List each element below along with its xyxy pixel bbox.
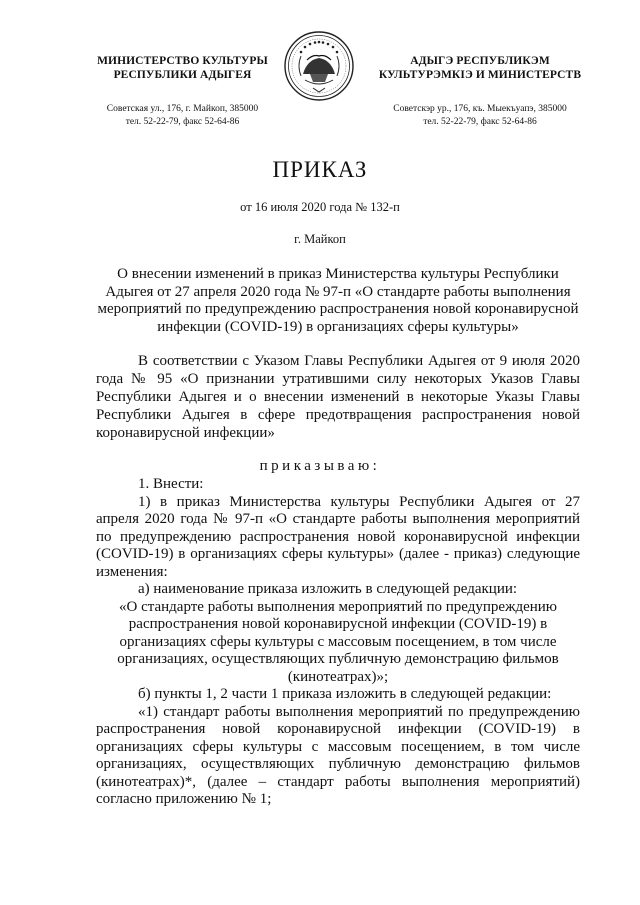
coat-of-arms-icon (283, 30, 355, 102)
paragraph-1-1: 1) в приказ Министерства культуры Республики Адыгея от 27 апреля 2020 года № 97-п «О стандарте работы выполнения мероприятий по предупреждению распространения новой коронавирусной инфекции (COVID-19) в организациях сферы культуры» (далее - приказ) следующие изменения: (96, 493, 580, 580)
quoted-new-title: «О стандарте работы выполнения мероприятий по предупреждению распространения новой коронавирусной инфекции (COVID-19) в организациях сферы культуры с массовым посещением, в том числе организациях, осуществляющих публичную демонстрацию фильмов (кинотеатрах)»; (117, 598, 559, 685)
ministry-phone-ru: тел. 52-22-79, факс 52-64-86 (125, 117, 240, 127)
document-title: ПРИКАЗ (272, 157, 368, 182)
ministry-address-ady (360, 103, 600, 129)
ministry-address-ady-line1: Советскэр ур., 176, къ. Мыекъуапэ, 385000 (393, 104, 567, 114)
order-body (96, 476, 580, 809)
order-date-number: от 16 июля 2020 года № 132-п (240, 200, 400, 214)
ministry-address-ru-line1: Советская ул., 176, г. Майкоп, 385000 (106, 104, 259, 114)
paragraph-a: а) наименование приказа изложить в следующей редакции: (138, 581, 518, 597)
paragraph-1: 1. Внести: (138, 476, 204, 492)
ministry-name-ady (360, 54, 600, 82)
quoted-item-1: «1) стандарт работы выполнения мероприятий по предупреждению распространения новой коронавирусной инфекции (COVID-19) в организациях сферы культуры с массовым посещением, в том числе организациях, осуществляющих публичную демонстрацию фильмов (кинотеатрах)*, (далее – стандарт работы выполнения мероприятий) согласно приложению № 1; (96, 703, 580, 807)
ministry-name-ady-line2: КУЛЬТУРЭМКIЭ И МИНИСТЕРСТВ (378, 69, 582, 81)
decree-word: приказываю: (259, 458, 381, 474)
ministry-name-ru (80, 54, 285, 82)
order-city: г. Майкоп (294, 232, 346, 246)
order-subject: О внесении изменений в приказ Министерства культуры Республики Адыгея от 27 апреля 2020 года № 97-п «О стандарте работы выполнения мероприятий по предупреждению распространения новой коронавирусной инфекции (COVID-19) в организациях сферы культуры» (97, 266, 579, 335)
ministry-name-ru-line2: РЕСПУБЛИКИ АДЫГЕЯ (113, 69, 252, 81)
ministry-address-ru (80, 103, 285, 129)
ministry-name-ady-line1: АДЫГЭ РЕСПУБЛИКЭМ (410, 55, 550, 67)
ministry-name-ru-line1: МИНИСТЕРСТВО КУЛЬТУРЫ (97, 55, 268, 67)
order-preamble: В соответствии с Указом Главы Республики Адыгея от 9 июля 2020 года № 95 «О признании утратившими силу некоторых Указов Главы Республики Адыгея и о внесении изменений в некоторые Указы Главы Республики Адыгея в сфере предотвращения распространения новой коронавирусной инфекции» (96, 353, 580, 441)
paragraph-b: б) пункты 1, 2 части 1 приказа изложить в следующей редакции: (138, 686, 552, 702)
ministry-phone-ady: тел. 52-22-79, факс 52-64-86 (423, 117, 537, 127)
